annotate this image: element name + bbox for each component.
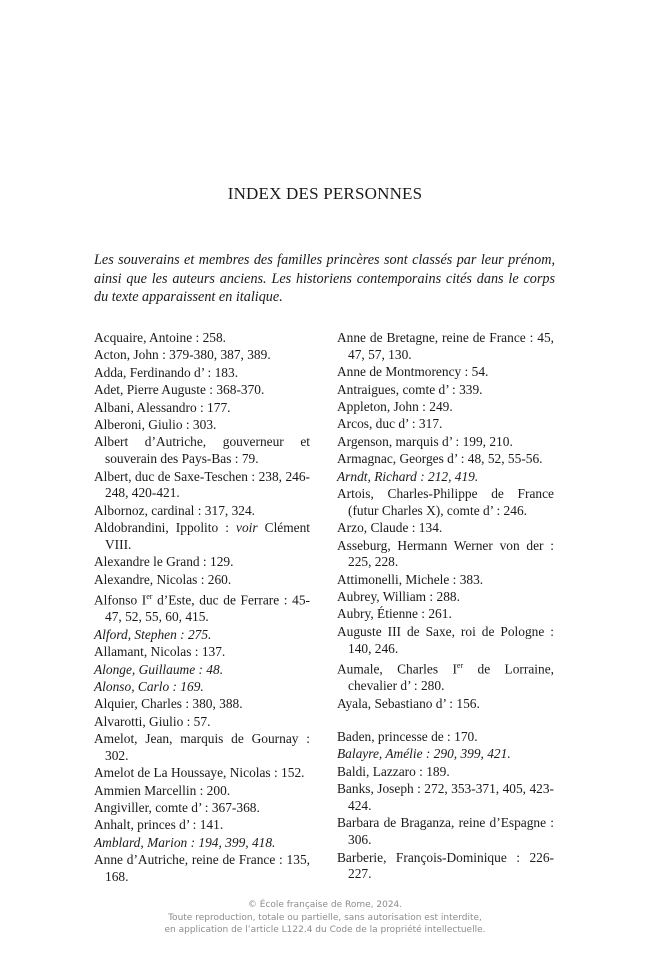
index-entry: Arndt, Richard : 212, 419. — [337, 468, 479, 484]
index-entry: Banks, Joseph : 272, 353-371, 405, 423-424. — [337, 781, 554, 814]
index-entry: Antraigues, comte d’ : 339. — [337, 381, 483, 397]
index-entry: Alexandre le Grand : 129. — [94, 554, 234, 570]
index-entry: Anne d’Autriche, reine de France : 135, 168. — [94, 852, 310, 885]
copyright-footer — [0, 899, 650, 937]
index-entry: Aubry, Étienne : 261. — [337, 606, 452, 622]
index-entry: Auguste III de Saxe, roi de Pologne : 140, 246. — [337, 623, 554, 656]
index-entry: Albert, duc de Saxe-Teschen : 238, 246-248, 420-421. — [94, 468, 310, 501]
index-entry: Acquaire, Antoine : 258. — [94, 330, 227, 345]
index-entry: Amelot, Jean, marquis de Gournay : 302. — [94, 731, 310, 763]
index-entry: Aumale, Charles Ier de Lorraine, chevalier d’ : 280. — [337, 661, 554, 694]
index-entry: Amelot de La Houssaye, Nicolas : 152. — [94, 765, 305, 781]
footer-line: Toute reproduction, totale ou partielle, sans autorisation est interdite, — [168, 912, 482, 923]
index-entry: Alvarotti, Giulio : 57. — [94, 713, 211, 729]
index-entry: Attimonelli, Michele : 383. — [337, 571, 484, 587]
index-entry: Angiviller, comte d’ : 367-368. — [94, 800, 260, 816]
index-entry: Alonge, Guillaume : 48. — [94, 661, 224, 677]
footer-line: © École française de Rome, 2024. — [247, 900, 403, 910]
index-entry: Adda, Ferdinando d’ : 183. — [94, 364, 239, 380]
index-entry: Alquier, Charles : 380, 388. — [94, 696, 243, 712]
index-column-left — [94, 330, 310, 886]
index-entry: Alberoni, Giulio : 303. — [94, 416, 217, 432]
index-entry: Albani, Alessandro : 177. — [94, 399, 231, 415]
index-entry: Allamant, Nicolas : 137. — [94, 644, 226, 660]
index-entry: Anne de Montmorency : 54. — [337, 364, 489, 380]
index-entry: Baden, princesse de : 170. — [337, 729, 478, 745]
index-entry: Amblard, Marion : 194, 399, 418. — [94, 834, 276, 850]
index-entry: Acton, John : 379-380, 387, 389. — [94, 347, 271, 363]
index-entry: Albert d’Autriche, gouverneur et souverain des Pays-Bas : 79. — [94, 434, 310, 467]
index-entry: Artois, Charles-Philippe de France (futur Charles X), comte d’ : 246. — [337, 485, 554, 518]
page-title: INDEX DES PERSONNES — [227, 184, 423, 203]
index-entry: Baldi, Lazzaro : 189. — [337, 763, 450, 779]
index-entry: Balayre, Amélie : 290, 399, 421. — [337, 746, 511, 762]
footer-line: en application de l’article L122.4 du Code de la propriété intellectuelle. — [164, 925, 486, 935]
index-entry: Arzo, Claude : 134. — [337, 520, 443, 536]
index-entry: Appleton, John : 249. — [337, 398, 453, 414]
index-entry: Alonso, Carlo : 169. — [94, 678, 204, 694]
index-entry: Alford, Stephen : 275. — [94, 626, 212, 642]
intro-paragraph: Les souverains et membres des familles princères sont classés par leur prénom, ainsi que les auteurs anciens. Les historiens contemporains cités dans le corps du texte apparaissent en italique. — [94, 252, 555, 305]
index-entry: Asseburg, Hermann Werner von der : 225, 228. — [337, 537, 554, 570]
index-entry: Albornoz, cardinal : 317, 324. — [94, 502, 256, 518]
index-entry: Barberie, François-Dominique : 226-227. — [337, 849, 554, 882]
index-entry: Aubrey, William : 288. — [337, 589, 460, 605]
index-entry: Alfonso Ier d’Este, duc de Ferrare : 45-47, 52, 55, 60, 415. — [94, 592, 310, 625]
index-entry: Argenson, marquis d’ : 199, 210. — [337, 433, 513, 449]
index-entry: Ammien Marcellin : 200. — [94, 782, 231, 798]
letter-section-gap — [337, 713, 554, 729]
index-column-right — [337, 330, 554, 884]
index-entry: Adet, Pierre Auguste : 368-370. — [94, 382, 265, 398]
index-entry: Arcos, duc d’ : 317. — [337, 416, 443, 432]
index-entry: Ayala, Sebastiano d’ : 156. — [337, 695, 480, 711]
index-entry: Barbara de Braganza, reine d’Espagne : 306. — [337, 815, 554, 848]
index-entry: Aldobrandini, Ippolito : voir Clément VIII. — [94, 520, 311, 552]
index-entry: Armagnac, Georges d’ : 48, 52, 55-56. — [337, 451, 543, 467]
index-entry: Anhalt, princes d’ : 141. — [94, 817, 224, 833]
index-entry: Anne de Bretagne, reine de France : 45, 47, 57, 130. — [337, 330, 554, 362]
index-entry: Alexandre, Nicolas : 260. — [94, 571, 232, 587]
